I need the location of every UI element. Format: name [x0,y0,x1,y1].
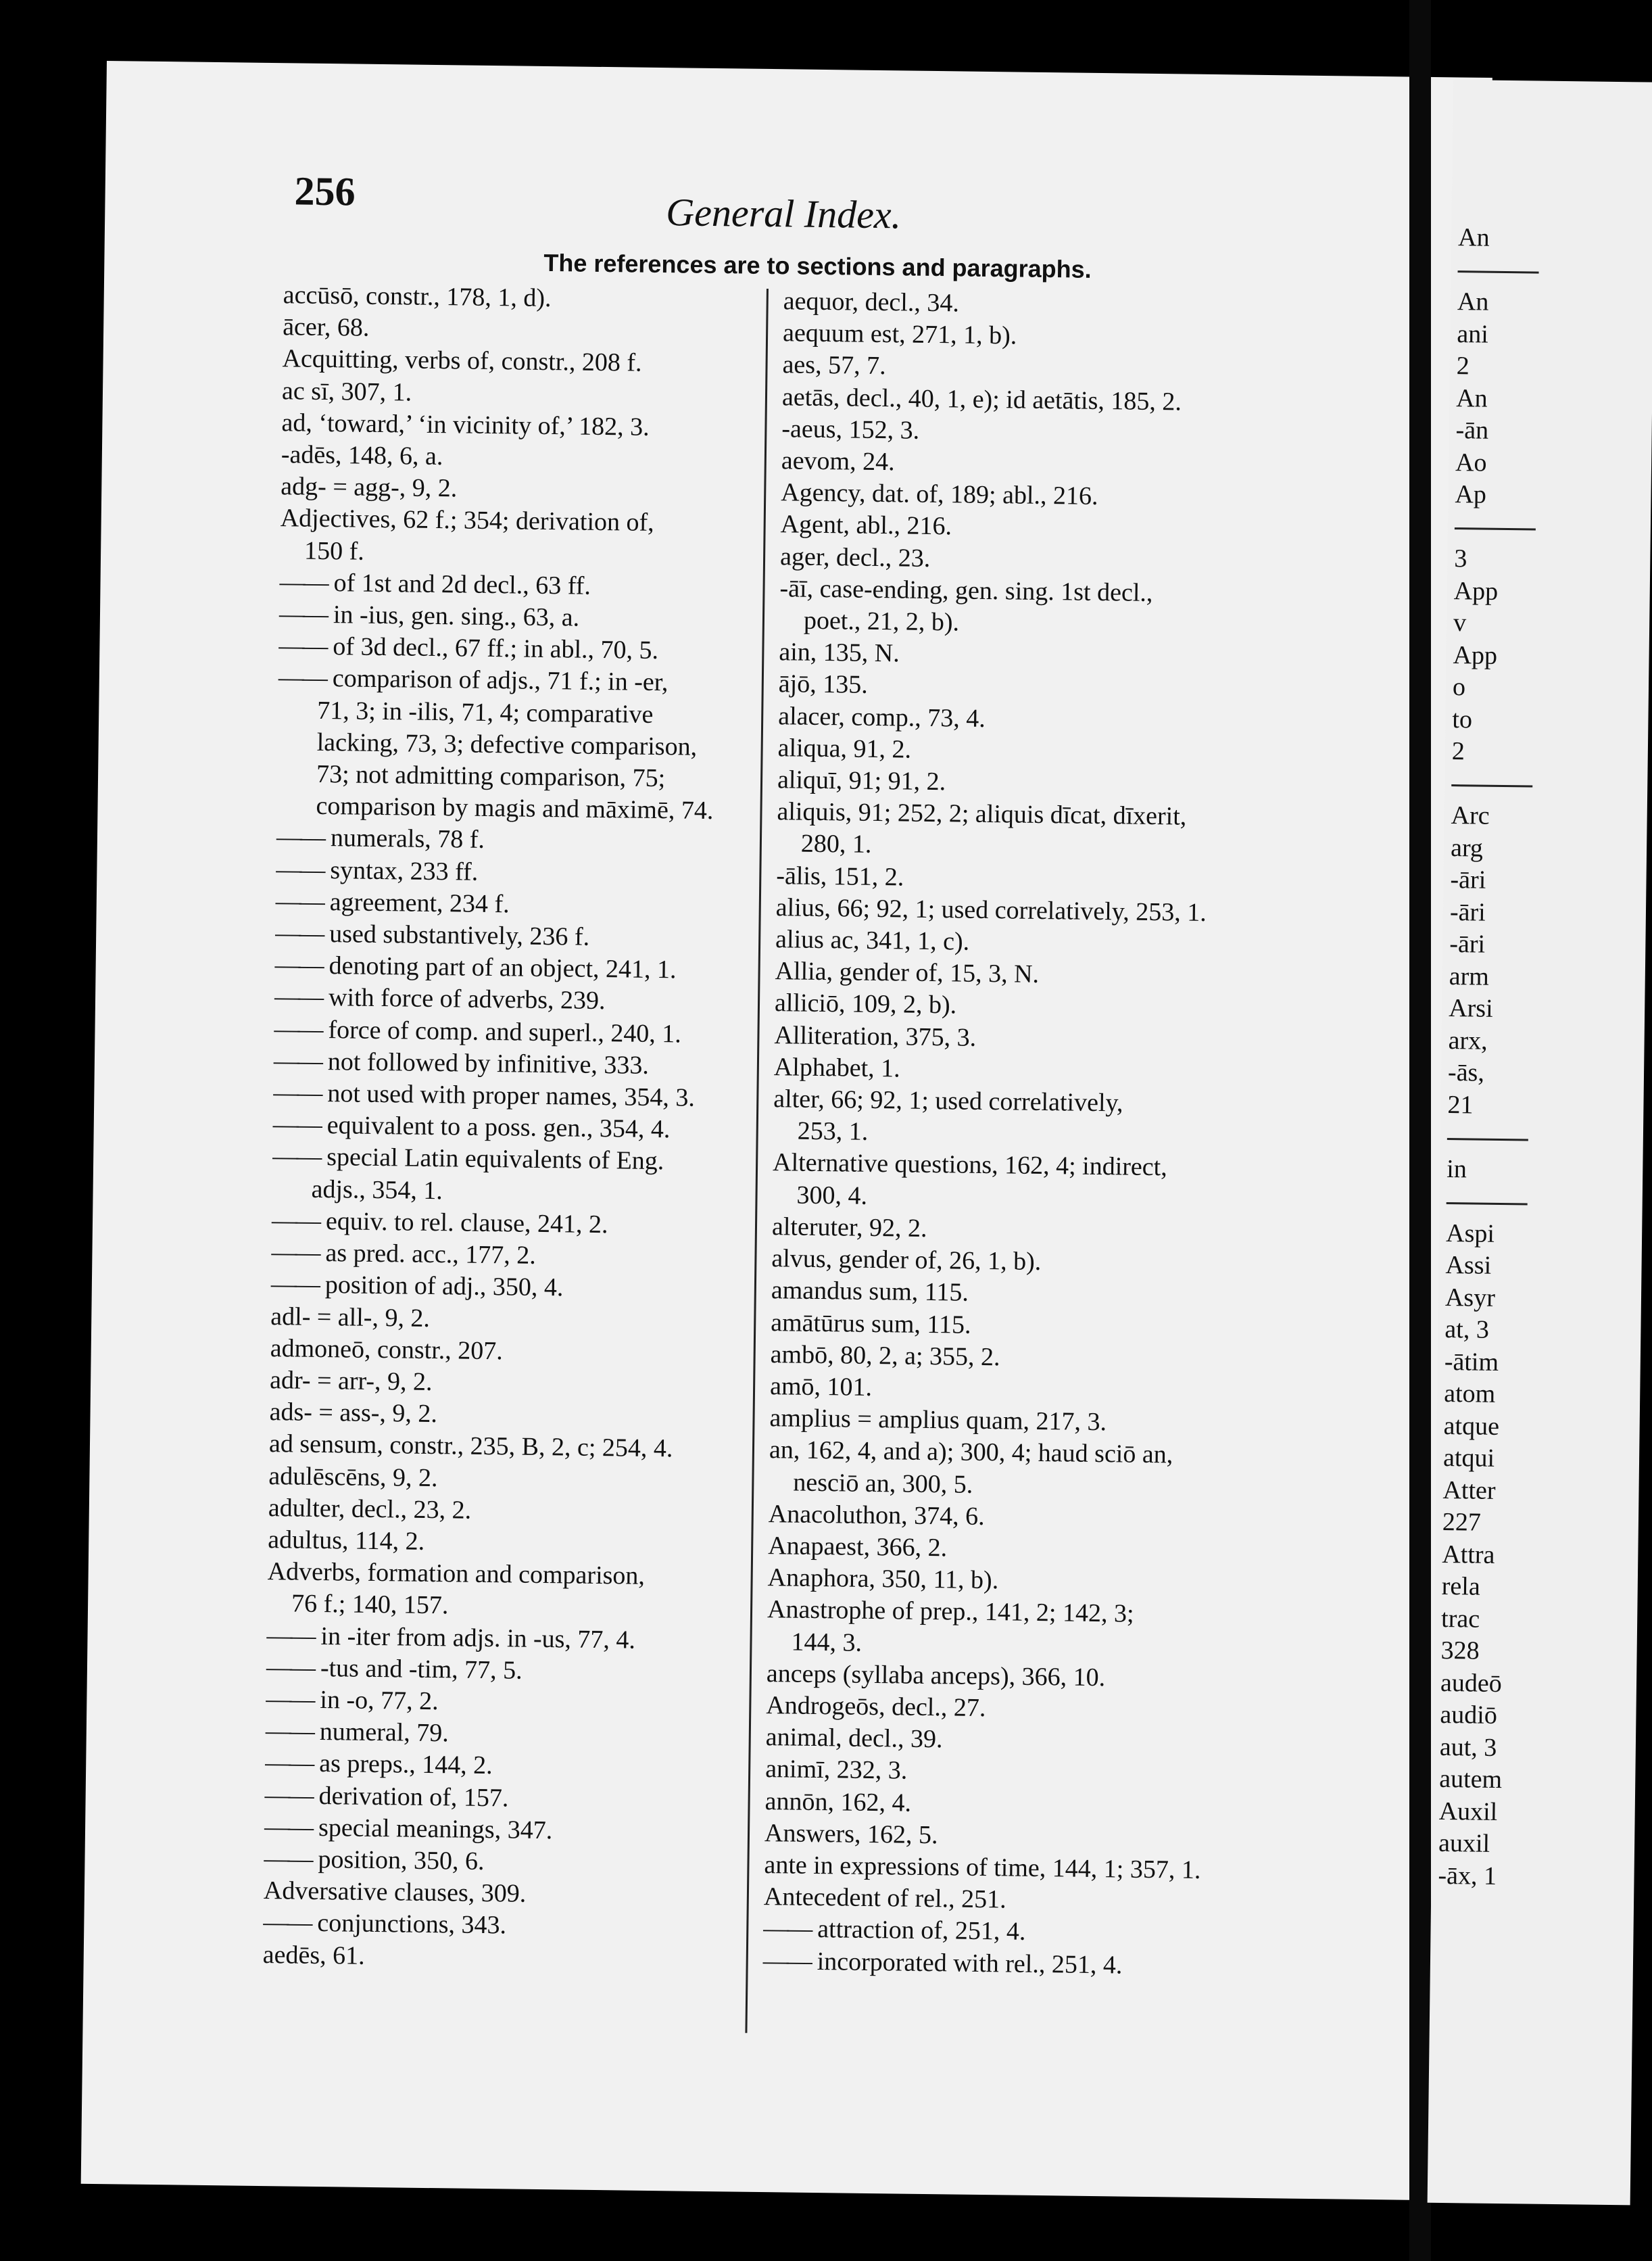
index-entry: adl- = all-, 9, 2. [270,1302,431,1333]
index-entry: ac sī, 307, 1. [281,376,412,407]
index-subentry: —— special meanings, 347. [264,1811,863,1851]
next-page-rule [1451,768,1533,801]
index-subentry: —— force of comp. and superl., 240, 1. [274,1014,873,1053]
index-subentry: —— with force of adverbs, 239. [274,982,873,1021]
next-page-fragments [1438,222,1539,1893]
next-page-fragment: 227 [1442,1507,1482,1537]
index-subentry: —— comparison of adjs., 71 f.; in -er, [278,663,877,702]
index-entry: accūsō, constr., 178, 1, d). [283,281,552,313]
index-column-right [762,285,1442,1984]
next-page-fragment: Arc [1451,801,1490,830]
page-subtitle: The references are to sections and paragraphs. [543,248,1092,283]
next-page-fragment: Asyr [1444,1283,1496,1312]
index-entry: 253, 1. [797,1116,869,1147]
next-page-fragment: Assi [1445,1250,1492,1280]
index-entry: 144, 3. [791,1627,863,1657]
index-entry: Anaphora, 350, 11, b). [767,1563,999,1595]
index-subentry: —— attraction of, 251, 4. [763,1913,1423,1953]
next-page-fragment: atqui [1442,1443,1495,1473]
next-page-fragment: -ās, [1447,1058,1485,1087]
index-entry: alliciō, 109, 2, b). [774,989,957,1020]
index-entry: aequor, decl., 34. [783,287,960,318]
index-subentry: —— syntax, 233 ff. [276,854,875,893]
index-entry: animal, decl., 39. [765,1723,943,1754]
next-page-fragment: at, 3 [1444,1314,1490,1344]
index-entry: ad, ‘toward,’ ‘in vicinity of,’ 182, 3. [281,408,650,442]
next-page-fragment: App [1453,576,1499,606]
index-subentry: —— of 3d decl., 67 ff.; in abl., 70, 5. [278,630,877,669]
next-page-fragment: Auxil [1438,1796,1498,1826]
next-page-fragment: Atter [1442,1475,1496,1505]
next-page-fragment: rela [1441,1571,1480,1601]
next-page-fragment: trac [1440,1604,1480,1634]
index-subentry: —— in -o, 77, 2. [266,1684,865,1723]
next-page-edge [1428,80,1652,2205]
index-subentry: —— equivalent to a poss. gen., 354, 4. [273,1109,872,1148]
index-entry: Agent, abl., 216. [780,510,952,541]
next-page-fragment: aut, 3 [1439,1732,1497,1762]
index-entry: -adēs, 148, 6, a. [281,440,443,471]
index-subentry: —— -tus and -tim, 77, 5. [266,1652,865,1691]
index-entry: Adjectives, 62 f.; 354; derivation of, [280,504,654,538]
index-entry: amplius = amplius quam, 217, 3. [769,1404,1107,1437]
index-entry: aetās, decl., 40, 1, e); id aetātis, 185, 2. [781,382,1182,416]
next-page-fragment: Arsi [1448,994,1493,1023]
next-page-fragment: o [1452,673,1466,702]
next-page-fragment: Attra [1442,1540,1495,1569]
page-number: 256 [294,168,356,214]
index-entry: 280, 1. [800,830,872,859]
next-page-fragment: -āri [1449,930,1486,959]
next-page-fragment: An [1457,223,1490,252]
index-entry: amātūrus sum, 115. [771,1308,971,1339]
index-entry: Answers, 162, 5. [764,1818,938,1849]
index-entry: nesciō an, 300, 5. [793,1468,973,1499]
index-entry: Alphabet, 1. [773,1053,900,1083]
next-page-fragment: Ao [1455,448,1487,477]
next-page-fragment: to [1452,705,1473,734]
next-page-fragment: atque [1443,1411,1500,1441]
index-subentry: —— in -iter from adjs. in -us, 77, 4. [266,1620,865,1659]
next-page-rule [1446,1185,1528,1218]
index-entry: Adverbs, formation and comparison, [267,1557,646,1591]
next-page-fragment: 328 [1440,1636,1480,1665]
next-page-fragment: in [1447,1154,1467,1183]
index-entry: alter, 66; 92, 1; used correlatively, [773,1085,1123,1118]
index-entry: 150 f. [303,536,365,566]
index-subentry: —— as pred. acc., 177, 2. [271,1237,870,1276]
next-page-fragment: -āri [1450,865,1486,895]
index-entry: annōn, 162, 4. [764,1786,912,1817]
index-entry: adr- = arr-, 9, 2. [269,1366,433,1396]
index-entry: anceps (syllaba anceps), 366, 10. [766,1659,1106,1692]
index-subentry: —— agreement, 234 f. [276,886,875,925]
index-entry: aedēs, 61. [262,1940,365,1970]
next-page-fragment: Ap [1455,480,1487,509]
next-page-fragment: 2 [1451,737,1465,766]
index-entry: alvus, gender of, 26, 1, b). [771,1244,1042,1277]
index-entry: aevom, 24. [781,446,895,477]
index-entry: Adversative clauses, 309. [263,1876,527,1908]
index-entry: ācer, 68. [282,312,370,342]
index-entry: 71, 3; in -ilis, 71, 4; comparative [317,696,654,729]
index-entry: Antecedent of rel., 251. [763,1882,1006,1914]
index-entry: aliquis, 91; 252, 2; aliquis dīcat, dīxerit, [777,797,1187,831]
index-entry: ante in expressions of time, 144, 1; 357, 1. [764,1851,1201,1884]
index-page [81,61,1492,2201]
next-page-rule [1455,511,1536,544]
index-subentry: —— derivation of, 157. [264,1780,863,1819]
index-entry: ambō, 80, 2, a; 355, 2. [770,1339,1000,1371]
next-page-fragment: -ātim [1444,1347,1499,1377]
next-page-fragment: audeō [1440,1668,1503,1698]
index-entry: -aeus, 152, 3. [781,414,920,445]
next-page-fragment: App [1453,640,1498,670]
next-page-fragment: arg [1450,833,1484,863]
index-entry: Anastrophe of prep., 141, 2; 142, 3; [767,1595,1134,1629]
next-page-fragment: arm [1449,961,1490,991]
index-entry: Allia, gender of, 15, 3, N. [775,957,1040,989]
index-subentry: —— special Latin equivalents of Eng. [272,1141,871,1181]
next-page-fragment: atom [1444,1379,1496,1408]
index-entry: alacer, comp., 73, 4. [777,701,986,733]
index-entry: 76 f.; 140, 157. [291,1589,449,1620]
index-entry: admoneō, constr., 207. [270,1333,504,1366]
next-page-rule [1447,1121,1529,1154]
next-page-fragment: autem [1439,1764,1503,1794]
index-entry: adjs., 354, 1. [311,1174,443,1205]
index-entry: comparison by magis and māximē, 74. [316,792,714,826]
index-entry: Anacoluthon, 374, 6. [768,1499,985,1531]
index-entry: ads- = ass-, 9, 2. [269,1398,438,1429]
index-subentry: —— denoting part of an object, 241, 1. [274,949,873,989]
index-subentry: —— of 1st and 2d decl., 63 ff. [279,567,878,606]
next-page-fragment: ani [1457,319,1489,349]
index-subentry: —— position of adj., 350, 4. [271,1268,870,1308]
next-page-fragment: arx, [1448,1026,1488,1055]
index-subentry: —— numeral, 79. [266,1715,865,1755]
index-entry: amandus sum, 115. [771,1276,969,1308]
index-entry: adultus, 114, 2. [268,1525,425,1556]
next-page-fragment: auxil [1438,1828,1490,1858]
next-page-fragment: -ān [1455,416,1489,445]
index-entry: ain, 135, N. [779,638,900,668]
next-page-fragment: 2 [1456,352,1470,381]
index-entry: Acquitting, verbs of, constr., 208 f. [282,344,642,378]
index-entry: alius ac, 341, 1, c). [775,925,970,956]
next-page-rule [1457,254,1539,287]
index-subentry: —— not used with proper names, 354, 3. [273,1077,872,1116]
index-entry: aes, 57, 7. [782,350,886,381]
index-subentry: —— equiv. to rel. clause, 241, 2. [272,1205,871,1244]
next-page-fragment: 21 [1447,1090,1474,1119]
next-page-fragment: An [1455,383,1488,413]
index-subentry: —— as preps., 144, 2. [265,1747,864,1786]
index-subentry: —— numerals, 78 f. [276,822,875,861]
index-subentry: —— incorporated with rel., 251, 4. [762,1945,1422,1985]
index-entry: ad sensum, constr., 235, B, 2, c; 254, 4. [268,1429,673,1463]
index-entry: ager, decl., 23. [779,542,931,573]
index-subentry: —— used substantively, 236 f. [275,918,874,957]
index-entry: 73; not admitting comparison, 75; [316,759,666,793]
index-subentry: —— not followed by infinitive, 333. [274,1045,873,1085]
index-entry: aequum est, 271, 1, b). [782,318,1017,350]
index-entry: aliquī, 91; 91, 2. [777,765,946,796]
index-subentry: —— position, 350, 6. [264,1843,863,1882]
index-entry: -āī, case-ending, gen. sing. 1st decl., [779,574,1153,607]
index-entry: Agency, dat. of, 189; abl., 216. [781,478,1098,511]
next-page-fragment: Aspi [1445,1218,1495,1248]
index-entry: Alliteration, 375, 3. [774,1020,977,1052]
index-entry: ājō, 135. [778,669,868,700]
index-entry: alius, 66; 92, 1; used correlatively, 253, 1. [775,893,1207,927]
index-entry: an, 162, 4, and a); 300, 4; haud sciō an, [769,1435,1173,1469]
index-subentry: —— in -ius, gen. sing., 63, a. [279,598,878,638]
index-entry: Anapaest, 366, 2. [767,1531,948,1563]
index-entry: adulter, decl., 23, 2. [268,1493,472,1525]
index-entry: lacking, 73, 3; defective comparison, [316,728,698,761]
index-entry: adulēscēns, 9, 2. [268,1461,438,1492]
index-subentry: —— conjunctions, 343. [263,1907,862,1946]
next-page-fragment: An [1457,287,1489,316]
index-entry: animī, 232, 3. [764,1755,908,1785]
index-entry: 300, 4. [796,1181,868,1210]
index-entry: Androgeōs, decl., 27. [766,1691,986,1723]
index-entry: amō, 101. [769,1372,873,1402]
index-entry: aliqua, 91, 2. [777,734,912,764]
index-entry: alteruter, 92, 2. [771,1212,927,1243]
index-entry: poet., 21, 2, b). [803,606,960,637]
next-page-fragment: audiō [1440,1700,1498,1730]
page-title: General Index. [665,190,902,237]
next-page-fragment: -āx, 1 [1438,1861,1497,1890]
index-entry: Alternative questions, 162, 4; indirect, [772,1148,1167,1182]
index-entry: -ālis, 151, 2. [776,861,904,892]
next-page-fragment: -āri [1449,897,1486,927]
next-page-fragment: 3 [1454,544,1467,573]
index-entry: adg- = agg-, 9, 2. [281,472,458,503]
next-page-fragment: v [1453,609,1467,638]
book-gutter [1409,0,1431,2261]
